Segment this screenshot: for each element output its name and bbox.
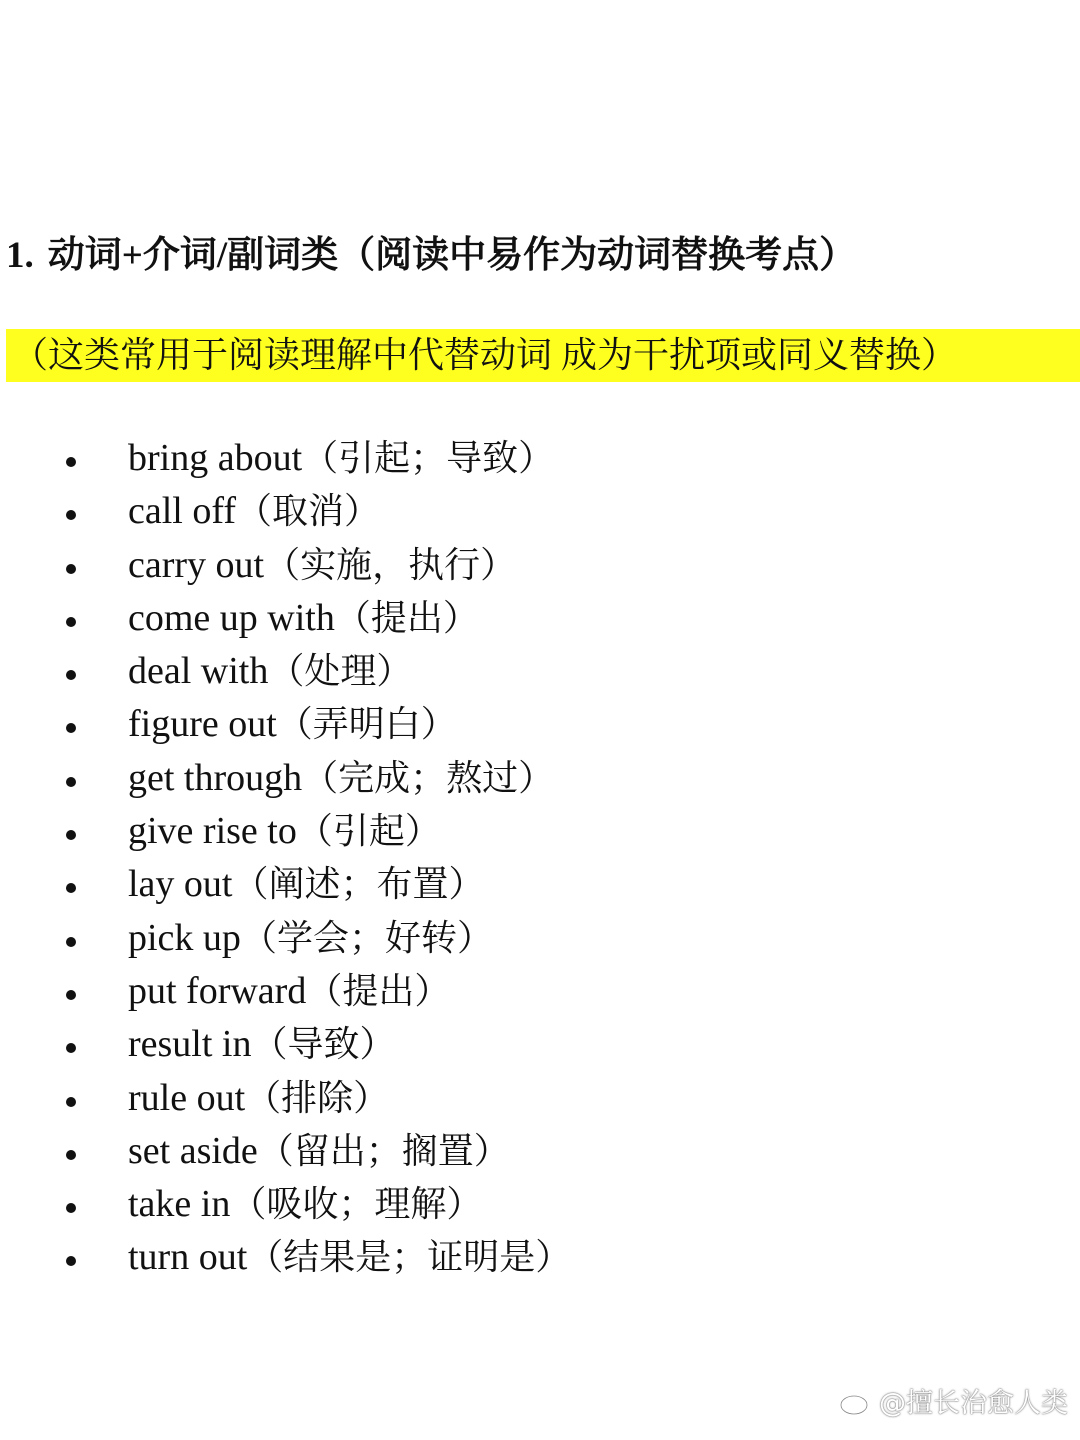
list-item bbox=[0, 752, 1000, 805]
phrase-text: take in bbox=[128, 1183, 231, 1226]
phrase-meaning: （阐述；布置） bbox=[232, 864, 485, 905]
bullet-icon bbox=[66, 937, 76, 947]
bullet-icon bbox=[66, 1043, 76, 1053]
list-item bbox=[0, 1178, 1000, 1231]
list-item bbox=[0, 592, 1000, 645]
phrase-meaning: （结果是；证明是） bbox=[247, 1237, 572, 1278]
bullet-icon bbox=[66, 883, 76, 893]
phrase-meaning: （排除） bbox=[245, 1077, 390, 1118]
bullet-icon bbox=[66, 1097, 76, 1107]
phrase-text: lay out bbox=[128, 863, 233, 906]
bullet-icon bbox=[66, 510, 76, 520]
watermark bbox=[839, 1381, 1068, 1420]
list-item bbox=[0, 645, 1000, 698]
list-item bbox=[0, 1018, 1000, 1071]
phrasal-verb-list bbox=[0, 432, 1000, 1285]
phrase-text: rule out bbox=[128, 1076, 246, 1119]
phrase-meaning: （弄明白） bbox=[276, 704, 457, 745]
bullet-icon bbox=[66, 830, 76, 840]
phrase-text: turn out bbox=[128, 1236, 248, 1279]
phrase-meaning: （引起；导致） bbox=[302, 438, 555, 478]
section-number: 1. bbox=[6, 235, 34, 276]
phrase-text: get through bbox=[128, 756, 303, 799]
bullet-icon bbox=[66, 670, 76, 680]
list-item bbox=[0, 432, 1000, 485]
bullet-icon bbox=[66, 1150, 76, 1160]
phrase-meaning: （实施，执行） bbox=[264, 544, 517, 585]
bullet-icon bbox=[66, 777, 76, 787]
phrase-text: pick up bbox=[128, 916, 241, 959]
list-item bbox=[0, 698, 1000, 751]
phrase-text: give rise to bbox=[128, 810, 297, 853]
phrase-text: put forward bbox=[128, 969, 307, 1012]
highlighted-note: （这类常用于阅读理解中代替动词 成为干扰项或同义替换） bbox=[6, 329, 1080, 382]
phrase-meaning: （吸收；理解） bbox=[230, 1184, 483, 1225]
list-item bbox=[0, 1125, 1000, 1178]
section-title: 动词+介词/副词类（阅读中易作为动词替换考点） bbox=[47, 235, 857, 276]
weibo-logo-icon bbox=[839, 1386, 875, 1416]
list-item bbox=[0, 485, 1000, 538]
bullet-icon bbox=[66, 990, 76, 1000]
bullet-icon bbox=[66, 564, 76, 574]
phrase-text: come up with bbox=[128, 596, 335, 639]
list-item bbox=[0, 805, 1000, 858]
list-item bbox=[0, 539, 1000, 592]
list-item bbox=[0, 858, 1000, 911]
list-item bbox=[0, 1231, 1000, 1284]
bullet-icon bbox=[66, 723, 76, 733]
phrase-text: carry out bbox=[128, 543, 265, 586]
bullet-icon bbox=[66, 617, 76, 627]
phrase-meaning: （取消） bbox=[235, 491, 380, 532]
list-item bbox=[0, 965, 1000, 1018]
phrase-meaning: （导致） bbox=[251, 1024, 396, 1065]
phrase-text: bring about bbox=[128, 437, 303, 479]
phrase-text: call off bbox=[128, 490, 236, 533]
list-item bbox=[0, 1072, 1000, 1125]
section-heading bbox=[6, 228, 1066, 284]
bullet-icon bbox=[66, 457, 76, 467]
phrase-meaning: （学会；好转） bbox=[240, 917, 493, 958]
phrase-meaning: （引起） bbox=[296, 811, 441, 852]
phrase-text: figure out bbox=[128, 703, 277, 746]
phrase-meaning: （提出） bbox=[334, 597, 479, 638]
phrase-meaning: （留出；搁置） bbox=[257, 1130, 510, 1171]
phrase-meaning: （提出） bbox=[306, 970, 451, 1011]
bullet-icon bbox=[66, 1203, 76, 1213]
phrase-text: result in bbox=[128, 1023, 252, 1066]
phrase-meaning: （完成；熬过） bbox=[302, 757, 555, 798]
list-item bbox=[0, 912, 1000, 965]
phrase-meaning: （处理） bbox=[268, 651, 413, 692]
watermark-text: @擅长治愈人类 bbox=[879, 1388, 1068, 1419]
bullet-icon bbox=[66, 1256, 76, 1266]
phrase-text: deal with bbox=[128, 650, 269, 693]
phrase-text: set aside bbox=[128, 1129, 258, 1172]
